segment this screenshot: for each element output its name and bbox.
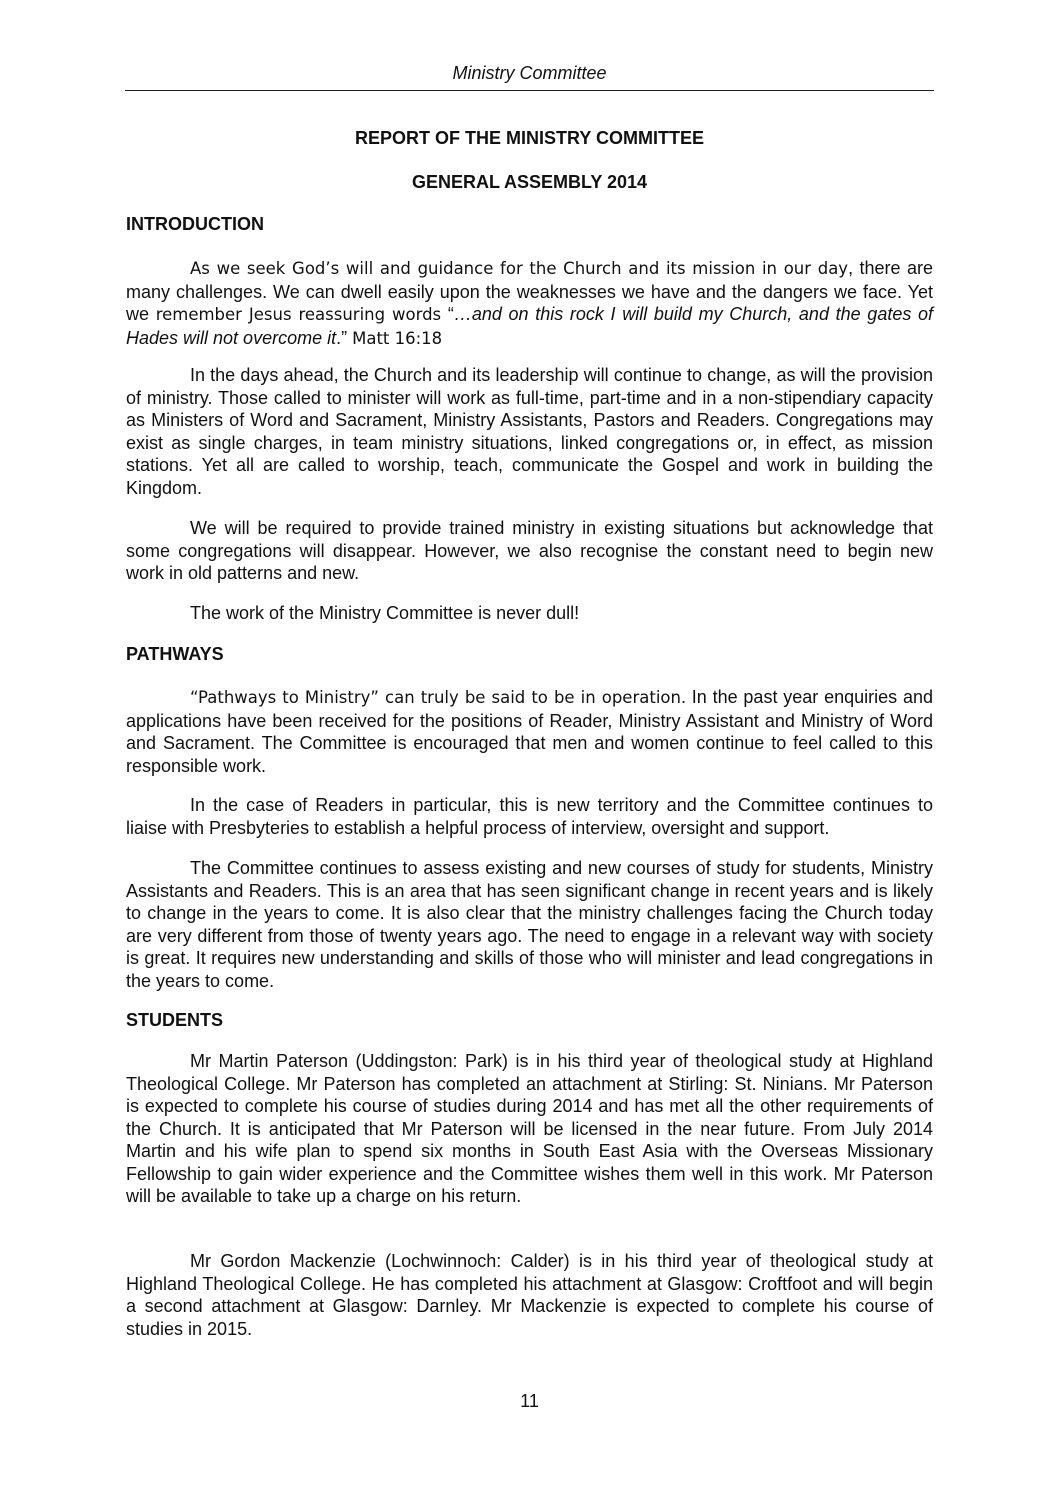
report-title: REPORT OF THE MINISTRY COMMITTEE xyxy=(354,128,704,148)
introduction-paragraph-3: We will be required to provide trained ministry in existing situations but acknowledge that some congregations will disappear. However, we also recognise the constant need to begin new work in old patterns and new. xyxy=(126,518,933,583)
running-header: Ministry Committee xyxy=(452,63,607,83)
introduction-paragraph-2: In the days ahead, the Church and its leadership will continue to change, as will the provision of ministry. Those called to minister will work as full-time, part-time and in a non-stipendiary capacity as Ministers of Word and Sacrament, Ministry Assistants, Pastors and Readers. Congregations may exist as single charges, in team ministry situations, linked congregations or, in effect, as mission stations. Yet all are called to worship, teach, communicate the Gospel and work in building the Kingdom. xyxy=(126,365,933,498)
header-rule xyxy=(125,90,934,91)
pathways-paragraph-3: The Committee continues to assess existing and new courses of study for students, Ministry Assistants and Readers. This is an area that has seen significant change in recent years and is likely to change in the years to come. It is also clear that the ministry challenges facing the Church today are very different from those of twenty years ago. The need to engage in a relevant way with society is great. It requires new understanding and skills of those who will minister and lead congregations in the years to come. xyxy=(126,858,933,991)
pathways-lead-text: “Pathways to Ministry” can truly be said to be in operation xyxy=(190,688,681,707)
scripture-reference: Matt 16:18 xyxy=(352,328,443,348)
intro-text-3: .” xyxy=(336,327,353,348)
pathways-text: . In the past year enquiries and applications have been received for the positions of Reader, Ministry Assistant and Ministry of Word and Sacrament. The Committee is encouraged that men and women continue to feel called to this responsible work. xyxy=(126,687,933,776)
students-heading: STUDENTS xyxy=(126,1010,224,1030)
intro-emphasis: remember Jesus reassuring words xyxy=(155,305,442,324)
students-paragraph-2: Mr Gordon Mackenzie (Lochwinnoch: Calder) is in his third year of theological study at Highland Theological College. He has completed his attachment at Glasgow: Croftfoot and will begin a second attachment at Glasgow: Darnley. Mr Mackenzie is expected to complete his course of studies in 2015. xyxy=(126,1251,933,1339)
pathways-paragraph-1 xyxy=(126,686,933,777)
introduction-paragraph-4: The work of the Ministry Committee is never dull! xyxy=(190,603,580,623)
intro-text-2: “ xyxy=(441,304,454,324)
intro-text-1: , there are many challenges. We can dwell easily upon the weaknesses we have and the dangers we face. Yet we xyxy=(126,258,934,324)
intro-lead-text: As we seek God’s will and guidance for the Church and its mission in our day xyxy=(190,259,849,278)
students-paragraph-1: Mr Martin Paterson (Uddingston: Park) is in his third year of theological study at Highland Theological College. Mr Paterson has completed an attachment at Stirling: St. Ninians. Mr Paterson is expected to complete his course of studies during 2014 and has met all the other requirements of the Church. It is anticipated that Mr Paterson will be licensed in the near future. From July 2014 Martin and his wife plan to spend six months in South East Asia with the Overseas Missionary Fellowship to gain wider experience and the Committee wishes them well in this work. Mr Paterson will be available to take up a charge on his return. xyxy=(126,1051,933,1206)
introduction-heading: INTRODUCTION xyxy=(126,214,264,234)
scripture-quote: …and on this rock I will build my Church, and the gates of Hades will not overcome it xyxy=(126,304,934,348)
pathways-heading: PATHWAYS xyxy=(126,644,224,664)
pathways-paragraph-2: In the case of Readers in particular, this is new territory and the Committee continues to liaise with Presbyteries to establish a helpful process of interview, oversight and support. xyxy=(126,795,933,838)
page-number: 11 xyxy=(520,1391,539,1411)
introduction-paragraph-1 xyxy=(126,257,933,350)
assembly-subtitle: GENERAL ASSEMBLY 2014 xyxy=(411,172,648,192)
